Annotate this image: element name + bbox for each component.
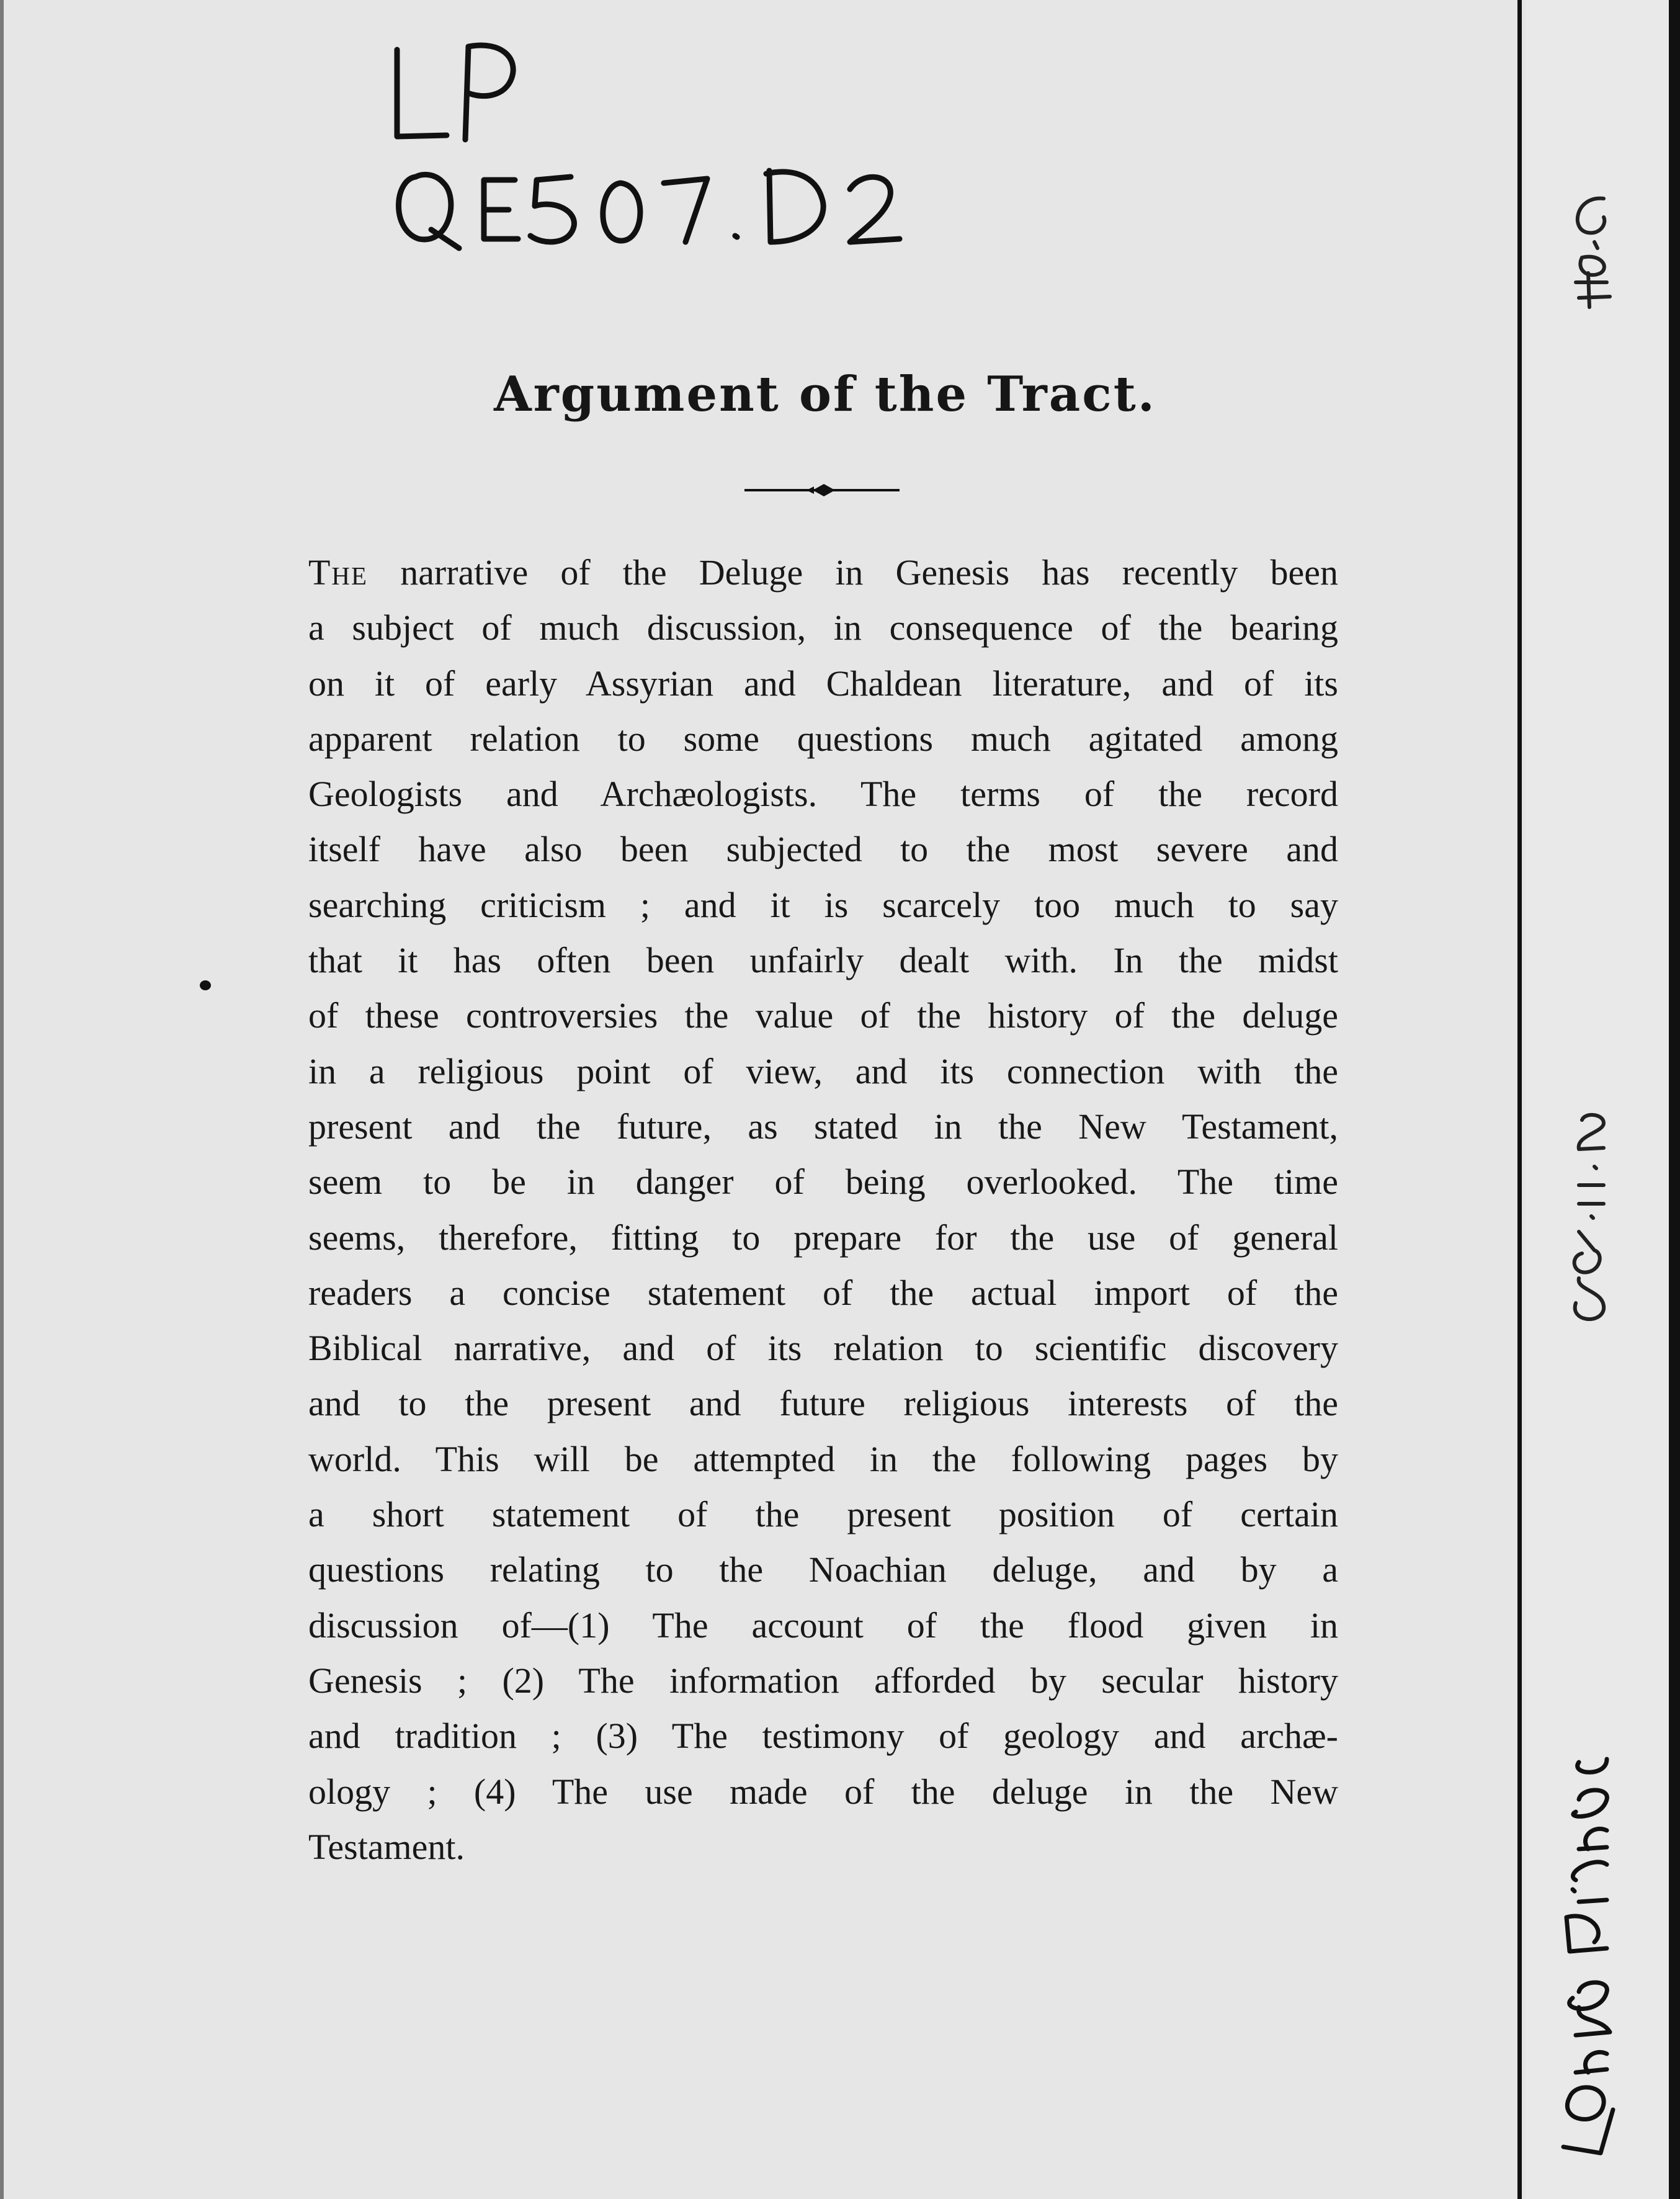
body-line: Biblical narrative, and of its relation to scientific discovery bbox=[308, 1328, 1338, 1369]
body-line: in a religious point of view, and its connection with the bbox=[308, 1050, 1338, 1091]
left-page-edge bbox=[0, 0, 4, 2199]
body-line: and tradition ; (3) The testimony of geology and archæ- bbox=[308, 1716, 1338, 1757]
body-line: a subject of much discussion, in consequence of the bearing bbox=[308, 607, 1338, 648]
margin-note-date bbox=[1551, 1104, 1625, 1328]
body-line: a short statement of the present position of certain bbox=[308, 1494, 1338, 1535]
body-line: seem to be in danger of being overlooked. The time bbox=[308, 1162, 1338, 1203]
body-line: Geologists and Archæologists. The terms of the record bbox=[308, 774, 1338, 815]
body-line: ology ; (4) The use made of the deluge in the New bbox=[308, 1771, 1338, 1812]
tract-title: Argument of the Tract. bbox=[494, 366, 1156, 423]
body-line: The narrative of the Deluge in Genesis has recently been bbox=[308, 552, 1338, 593]
body-line: seems, therefore, fitting to prepare for the use of general bbox=[308, 1217, 1338, 1258]
right-page-edge bbox=[1669, 0, 1680, 2199]
handwritten-shelfmark bbox=[372, 31, 993, 254]
margin-note-gift bbox=[1551, 180, 1625, 329]
body-line: Genesis ; (2) The information afforded by secular history bbox=[308, 1660, 1338, 1701]
drop-word: The bbox=[308, 552, 369, 593]
body-line: itself have also been subjected to the most severe and bbox=[308, 829, 1338, 870]
body-line: apparent relation to some questions much agitated among bbox=[308, 718, 1338, 759]
body-line: questions relating to the Noachian deluge, and by a bbox=[308, 1549, 1338, 1590]
body-line: that it has often been unfairly dealt with. In the midst bbox=[308, 940, 1338, 981]
body-line: searching criticism ; and it is scarcely too much to say bbox=[308, 884, 1338, 925]
ink-speck bbox=[200, 980, 211, 990]
argument-paragraph bbox=[308, 545, 1338, 1874]
body-line: present and the future, as stated in the New Testament, bbox=[308, 1106, 1338, 1147]
body-line: world. This will be attempted in the following pages by bbox=[308, 1438, 1338, 1479]
body-line: discussion of—(1) The account of the flood given in bbox=[308, 1605, 1338, 1646]
body-line: readers a concise statement of the actual import of the bbox=[308, 1272, 1338, 1313]
body-line: and to the present and future religious interests of the bbox=[308, 1383, 1338, 1424]
title-ornament-rule bbox=[744, 478, 906, 503]
body-line: of these controversies the value of the history of the deluge bbox=[308, 995, 1338, 1036]
body-line: Testament. bbox=[308, 1826, 465, 1867]
margin-note-signature bbox=[1520, 1725, 1644, 2159]
body-line: on it of early Assyrian and Chaldean literature, and of its bbox=[308, 663, 1338, 704]
